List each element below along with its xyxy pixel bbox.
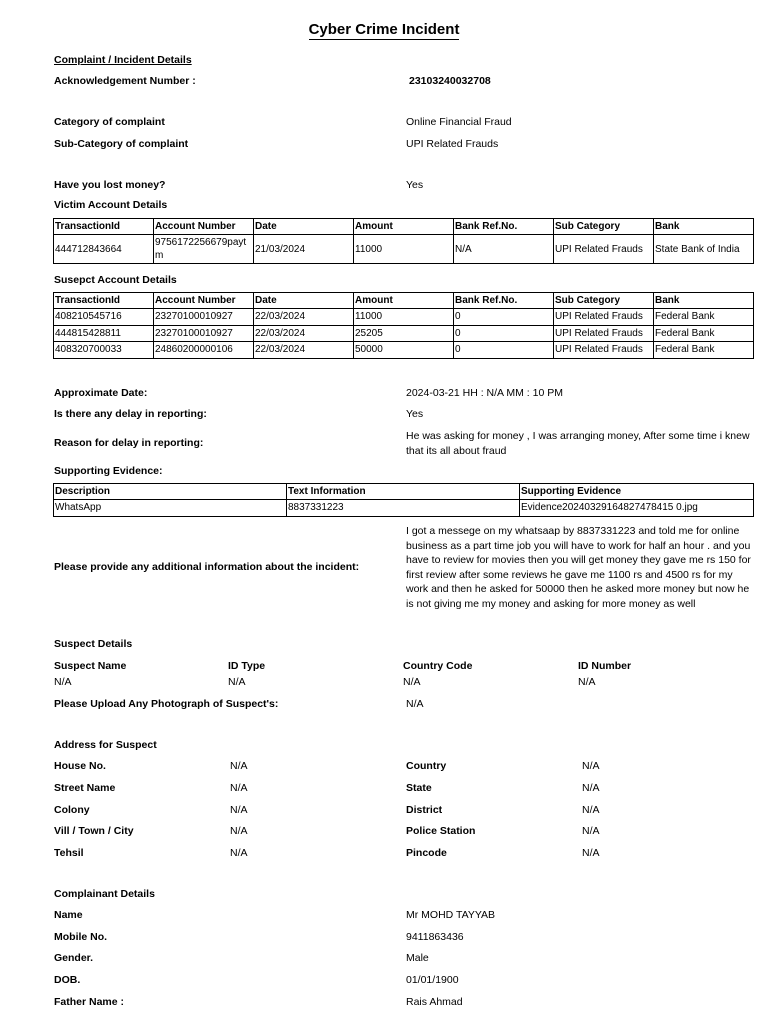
- victim-accounts-table: [53, 218, 754, 264]
- country-code-label: Country Code: [403, 660, 473, 672]
- complaint-section-label: Complaint / Incident Details: [54, 54, 192, 66]
- police-station-value: N/A: [582, 825, 600, 837]
- vill-value: N/A: [230, 825, 248, 837]
- id-type-label: ID Type: [228, 660, 266, 672]
- column-header: Bank Ref.No.: [454, 219, 554, 235]
- delay-label: Is there any delay in reporting:: [54, 408, 207, 420]
- subcategory-label: Sub-Category of complaint: [54, 138, 189, 150]
- house-label: House No.: [54, 760, 106, 772]
- lost-money-label: Have you lost money?: [54, 179, 166, 191]
- table-row: [54, 309, 754, 326]
- category-label: Category of complaint: [54, 116, 165, 128]
- evidence-table: [53, 483, 754, 517]
- column-header: Sub Category: [554, 293, 654, 309]
- column-header: Date: [254, 219, 354, 235]
- table-cell: 408320700033: [54, 342, 154, 359]
- suspect-accounts-label: Susepct Account Details: [54, 274, 177, 286]
- colony-value: N/A: [230, 804, 248, 816]
- table-cell: 0: [454, 342, 554, 359]
- column-header: Supporting Evidence: [520, 484, 754, 500]
- gender-label: Gender.: [54, 952, 94, 964]
- id-type-value: N/A: [228, 676, 246, 688]
- table-cell: WhatsApp: [54, 500, 287, 517]
- table-cell: 444712843664: [54, 235, 154, 264]
- table-cell: 23270100010927: [154, 309, 254, 326]
- table-cell: 22/03/2024: [254, 342, 354, 359]
- mobile-value: 9411863436: [406, 931, 464, 943]
- district-label: District: [406, 804, 443, 816]
- table-header-row: [54, 219, 754, 235]
- country-value: N/A: [582, 760, 600, 772]
- suspect-name-value: N/A: [54, 676, 72, 688]
- table-cell: Federal Bank: [654, 309, 754, 326]
- complainant-name-value: Mr MOHD TAYYAB: [406, 909, 496, 921]
- category-value: Online Financial Fraud: [406, 116, 512, 128]
- reason-value: He was asking for money , I was arranging money, After some time i knew that its all about fraud: [406, 430, 750, 457]
- table-cell: 9756172256679paytm: [154, 235, 254, 264]
- page-title-text: Cyber Crime Incident: [308, 21, 460, 38]
- vill-label: Vill / Town / City: [54, 825, 134, 837]
- page-title: [0, 21, 768, 38]
- column-header: Account Number: [154, 293, 254, 309]
- pincode-value: N/A: [582, 847, 600, 859]
- suspect-accounts-table: [53, 292, 754, 359]
- column-header: Amount: [354, 219, 454, 235]
- evidence-label: Supporting Evidence:: [54, 465, 163, 477]
- table-row: [54, 235, 754, 264]
- tehsil-label: Tehsil: [54, 847, 84, 859]
- table-cell: 22/03/2024: [254, 325, 354, 342]
- tehsil-value: N/A: [230, 847, 248, 859]
- street-label: Street Name: [54, 782, 116, 794]
- country-code-value: N/A: [403, 676, 421, 688]
- table-cell: 11000: [354, 235, 454, 264]
- table-cell: UPI Related Frauds: [554, 325, 654, 342]
- table-cell: State Bank of India: [654, 235, 754, 264]
- photo-value: N/A: [406, 698, 424, 710]
- pincode-label: Pincode: [406, 847, 447, 859]
- police-station-label: Police Station: [406, 825, 476, 837]
- dob-label: DOB.: [54, 974, 81, 986]
- house-value: N/A: [230, 760, 248, 772]
- column-header: Date: [254, 293, 354, 309]
- dob-value: 01/01/1900: [406, 974, 459, 986]
- complainant-section-label: Complainant Details: [54, 888, 155, 900]
- country-label: Country: [406, 760, 447, 772]
- column-header: Text Information: [287, 484, 520, 500]
- additional-info-label: Please provide any additional information about the incident:: [54, 561, 360, 573]
- mobile-label: Mobile No.: [54, 931, 108, 943]
- column-header: Sub Category: [554, 219, 654, 235]
- evidence-file-link[interactable]: Evidence20240329164827478415 0.jpg: [520, 500, 754, 517]
- table-header-row: [54, 293, 754, 309]
- id-number-value: N/A: [578, 676, 596, 688]
- table-cell: 25205: [354, 325, 454, 342]
- table-cell: UPI Related Frauds: [554, 235, 654, 264]
- table-cell: 24860200000106: [154, 342, 254, 359]
- table-cell: 8837331223: [287, 500, 520, 517]
- table-row: [54, 342, 754, 359]
- colony-label: Colony: [54, 804, 90, 816]
- table-header-row: [54, 484, 754, 500]
- address-section-label: Address for Suspect: [54, 739, 157, 751]
- photo-label: Please Upload Any Photograph of Suspect's:: [54, 698, 279, 710]
- suspect-section-label: Suspect Details: [54, 638, 133, 650]
- table-row: [54, 325, 754, 342]
- father-name-label: Father Name :: [54, 996, 125, 1008]
- table-cell: 408210545716: [54, 309, 154, 326]
- table-cell: 0: [454, 325, 554, 342]
- table-cell: 11000: [354, 309, 454, 326]
- column-header: Account Number: [154, 219, 254, 235]
- state-label: State: [406, 782, 432, 794]
- table-cell: 21/03/2024: [254, 235, 354, 264]
- column-header: TransactionId: [54, 293, 154, 309]
- table-cell: 0: [454, 309, 554, 326]
- table-cell: UPI Related Frauds: [554, 342, 654, 359]
- column-header: Bank: [654, 293, 754, 309]
- ack-value: 23103240032708: [409, 75, 491, 87]
- column-header: Bank Ref.No.: [454, 293, 554, 309]
- table-cell: 50000: [354, 342, 454, 359]
- table-cell: 23270100010927: [154, 325, 254, 342]
- state-value: N/A: [582, 782, 600, 794]
- table-cell: Federal Bank: [654, 342, 754, 359]
- approx-date-label: Approximate Date:: [54, 387, 148, 399]
- table-cell: N/A: [454, 235, 554, 264]
- column-header: Description: [54, 484, 287, 500]
- suspect-name-label: Suspect Name: [54, 660, 127, 672]
- ack-label: Acknowledgement Number :: [54, 75, 196, 87]
- complainant-name-label: Name: [54, 909, 83, 921]
- table-cell: Federal Bank: [654, 325, 754, 342]
- subcategory-value: UPI Related Frauds: [406, 138, 499, 150]
- victim-accounts-label: Victim Account Details: [54, 199, 168, 211]
- table-cell: 444815428811: [54, 325, 154, 342]
- id-number-label: ID Number: [578, 660, 632, 672]
- column-header: Amount: [354, 293, 454, 309]
- district-value: N/A: [582, 804, 600, 816]
- column-header: Bank: [654, 219, 754, 235]
- lost-money-value: Yes: [406, 179, 424, 191]
- table-cell: 22/03/2024: [254, 309, 354, 326]
- column-header: TransactionId: [54, 219, 154, 235]
- gender-value: Male: [406, 952, 429, 964]
- table-cell: UPI Related Frauds: [554, 309, 654, 326]
- father-name-value: Rais Ahmad: [406, 996, 463, 1008]
- approx-date-value: 2024-03-21 HH : N/A MM : 10 PM: [406, 387, 563, 399]
- street-value: N/A: [230, 782, 248, 794]
- reason-label: Reason for delay in reporting:: [54, 437, 204, 449]
- additional-info-value: I got a messege on my whatsaap by 8837331223 and told me for online business as a part time job you will have to work for half an hour . and you have to review for movies then you will get money they gave me rs 150 for first review after some reviews he gave me 1100 rs and 4500 rs for my work and then he asked for 50000 then he asked more money but now he is not giving me my money and asking for more money as well: [406, 525, 751, 610]
- table-row: [54, 500, 754, 517]
- delay-value: Yes: [406, 408, 424, 420]
